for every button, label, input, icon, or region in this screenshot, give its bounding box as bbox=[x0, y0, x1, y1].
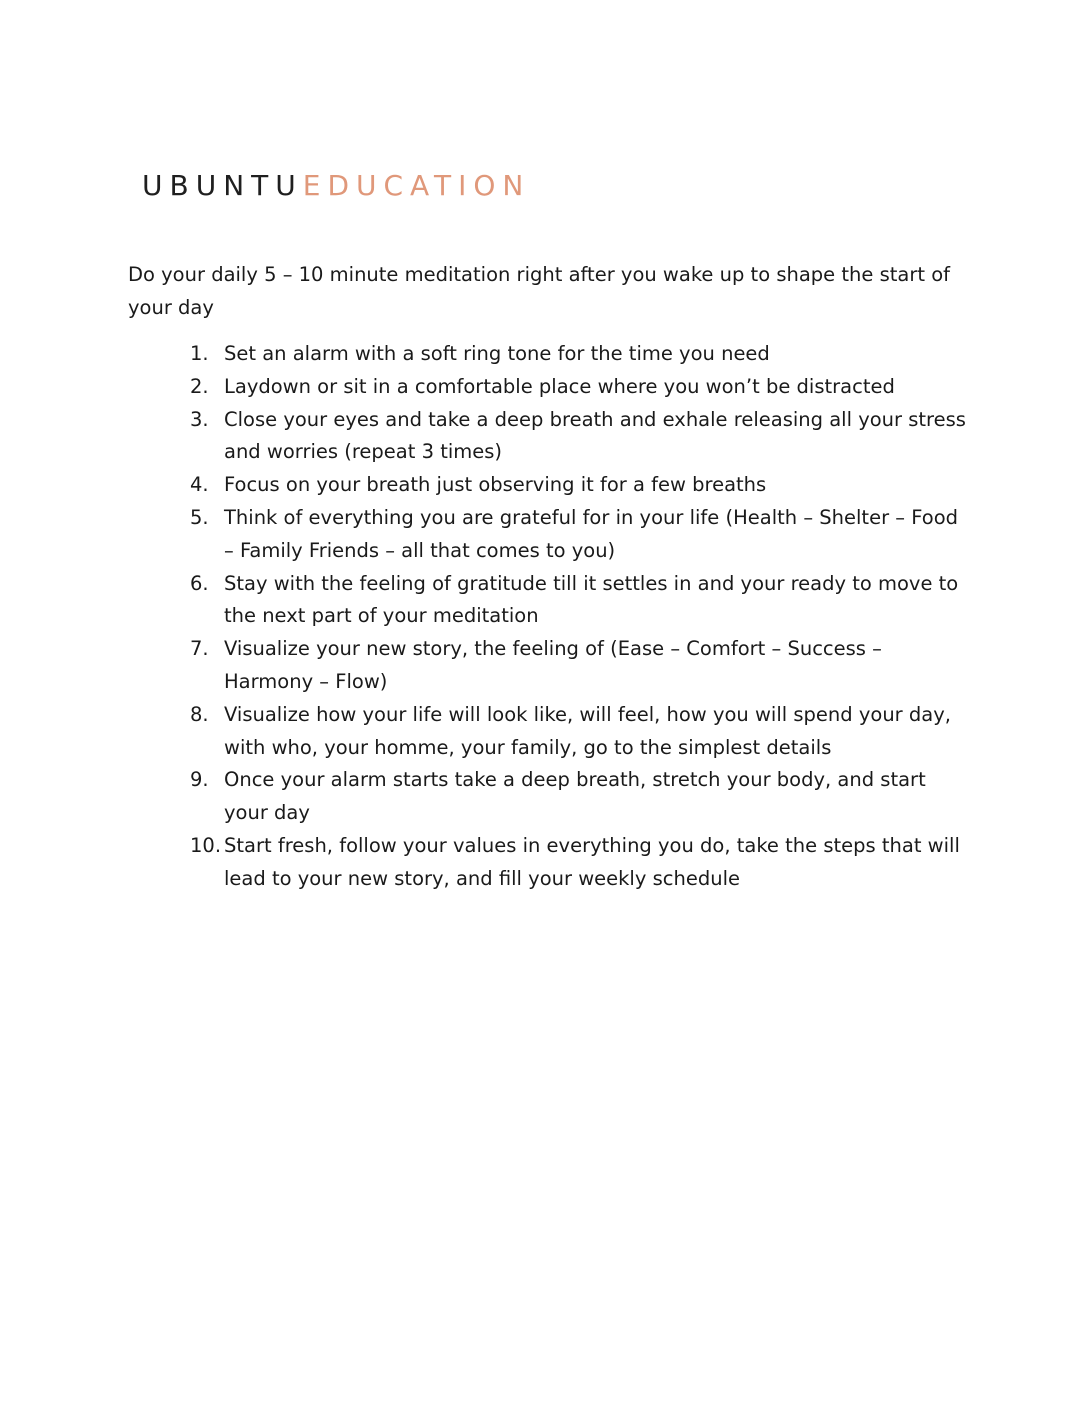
list-item bbox=[190, 469, 970, 502]
intro-paragraph: Do your daily 5 – 10 minute meditation right after you wake up to shape the start of your day bbox=[128, 263, 950, 319]
list-item-text: Stay with the feeling of gratitude till it settles in and your ready to move to the next part of your meditation bbox=[224, 571, 959, 628]
logo-text-ubuntu: UBUNTU bbox=[142, 169, 303, 202]
list-item-text: Once your alarm starts take a deep breath, stretch your body, and start your day bbox=[224, 768, 926, 825]
logo bbox=[142, 168, 530, 204]
logo-text-education: EDUCATION bbox=[302, 169, 531, 202]
list-item-number: 2. bbox=[190, 374, 209, 398]
list-item bbox=[190, 568, 970, 634]
list-item-text: Set an alarm with a soft ring tone for the time you need bbox=[224, 342, 770, 365]
list-item-number: 9. bbox=[190, 768, 209, 792]
steps-list bbox=[190, 338, 970, 896]
list-item-text: Think of everything you are grateful for in your life (Health – Shelter – Food – Family Friends – all that comes to you) bbox=[224, 505, 959, 562]
list-item-number: 4. bbox=[190, 473, 209, 497]
list-item-number: 3. bbox=[190, 407, 209, 431]
list-item-text: Visualize how your life will look like, will feel, how you will spend your day, with who, your homme, your family, go to the simplest details bbox=[224, 702, 951, 759]
list-item-text: Laydown or sit in a comfortable place where you won’t be distracted bbox=[224, 374, 895, 398]
list-item bbox=[190, 338, 970, 371]
list-item-number: 6. bbox=[190, 571, 209, 595]
list-item-text: Visualize your new story, the feeling of (Ease – Comfort – Success – Harmony – Flow) bbox=[224, 637, 882, 693]
list-item-number: 5. bbox=[190, 505, 209, 529]
list-item-number: 7. bbox=[190, 637, 209, 661]
list-item-text: Focus on your breath just observing it for a few breaths bbox=[224, 473, 767, 497]
list-item bbox=[190, 633, 970, 699]
list-item bbox=[190, 371, 970, 404]
list-item-number: 10. bbox=[190, 833, 222, 857]
list-item-text: Start fresh, follow your values in everything you do, take the steps that will lead to your new story, and fill your weekly schedule bbox=[224, 833, 960, 890]
list-item bbox=[190, 502, 970, 568]
list-item bbox=[190, 764, 970, 830]
list-item bbox=[190, 830, 970, 896]
list-item-number: 1. bbox=[190, 342, 209, 365]
list-item bbox=[190, 699, 970, 765]
list-item bbox=[190, 404, 970, 470]
list-item-text: Close your eyes and take a deep breath and exhale releasing all your stress and worries (repeat 3 times) bbox=[224, 407, 966, 464]
list-item-number: 8. bbox=[190, 702, 209, 726]
